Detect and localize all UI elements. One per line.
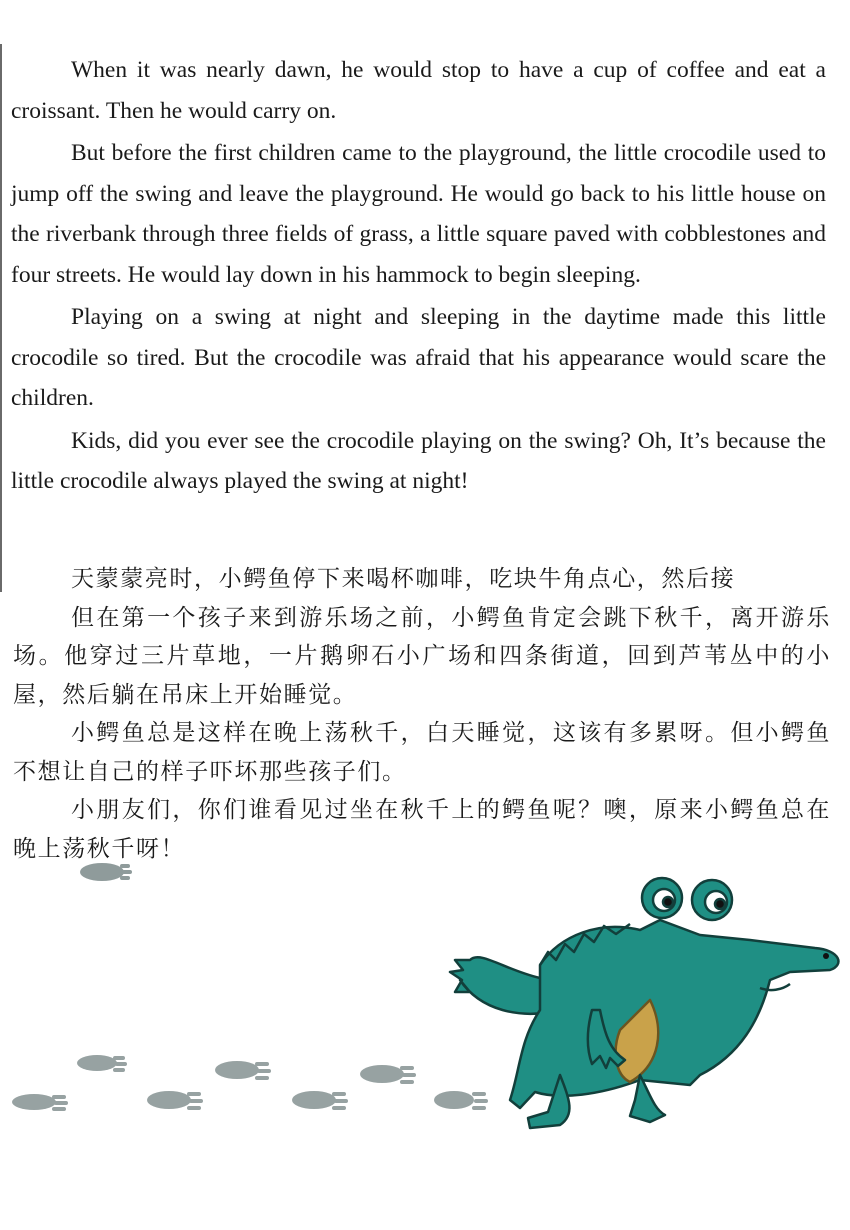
chinese-paragraph: 但在第一个孩子来到游乐场之前，小鳄鱼肯定会跳下秋千，离开游乐场。他穿过三片草地，一片鹅卵石小广场和四条街道，回到芦苇丛中的小屋，然后躺在吊床上开始睡觉。 [13, 604, 831, 708]
footprint-set [12, 1055, 488, 1111]
chinese-text [13, 560, 831, 868]
footprint-trail [80, 863, 132, 881]
page-edge-line [0, 44, 2, 592]
crocodile [450, 878, 838, 1128]
english-paragraph: Playing on a swing at night and sleeping in the daytime made this little crocodile so tired. But the crocodile was afraid that his appearance would scare the children. [11, 304, 826, 411]
english-paragraph: Kids, did you ever see the crocodile playing on the swing? Oh, It’s because the little crocodile always played the swing at night! [11, 427, 826, 494]
english-paragraph: But before the first children came to the playground, the little crocodile used to jump off the swing and leave the playground. He would go back to his little house on the riverbank through three fields of grass, a little square paved with cobblestones and four streets. He would lay down in his hammock to begin sleeping. [11, 140, 826, 288]
english-paragraph: When it was nearly dawn, he would stop to have a cup of coffee and eat a croissant. Then he would carry on. [11, 57, 826, 124]
crocodile-illustration [0, 860, 850, 1160]
chinese-paragraph: 天蒙蒙亮时，小鳄鱼停下来喝杯咖啡，吃块牛角点心，然后接 [71, 566, 736, 592]
chinese-paragraph: 小鳄鱼总是这样在晚上荡秋千，白天睡觉，这该有多累呀。但小鳄鱼不想让自己的样子吓坏那些孩子们。 [13, 720, 831, 785]
chinese-paragraph: 小朋友们，你们谁看见过坐在秋千上的鳄鱼呢？噢，原来小鳄鱼总在晚上荡秋千呀！ [13, 797, 831, 862]
english-text [11, 50, 826, 504]
